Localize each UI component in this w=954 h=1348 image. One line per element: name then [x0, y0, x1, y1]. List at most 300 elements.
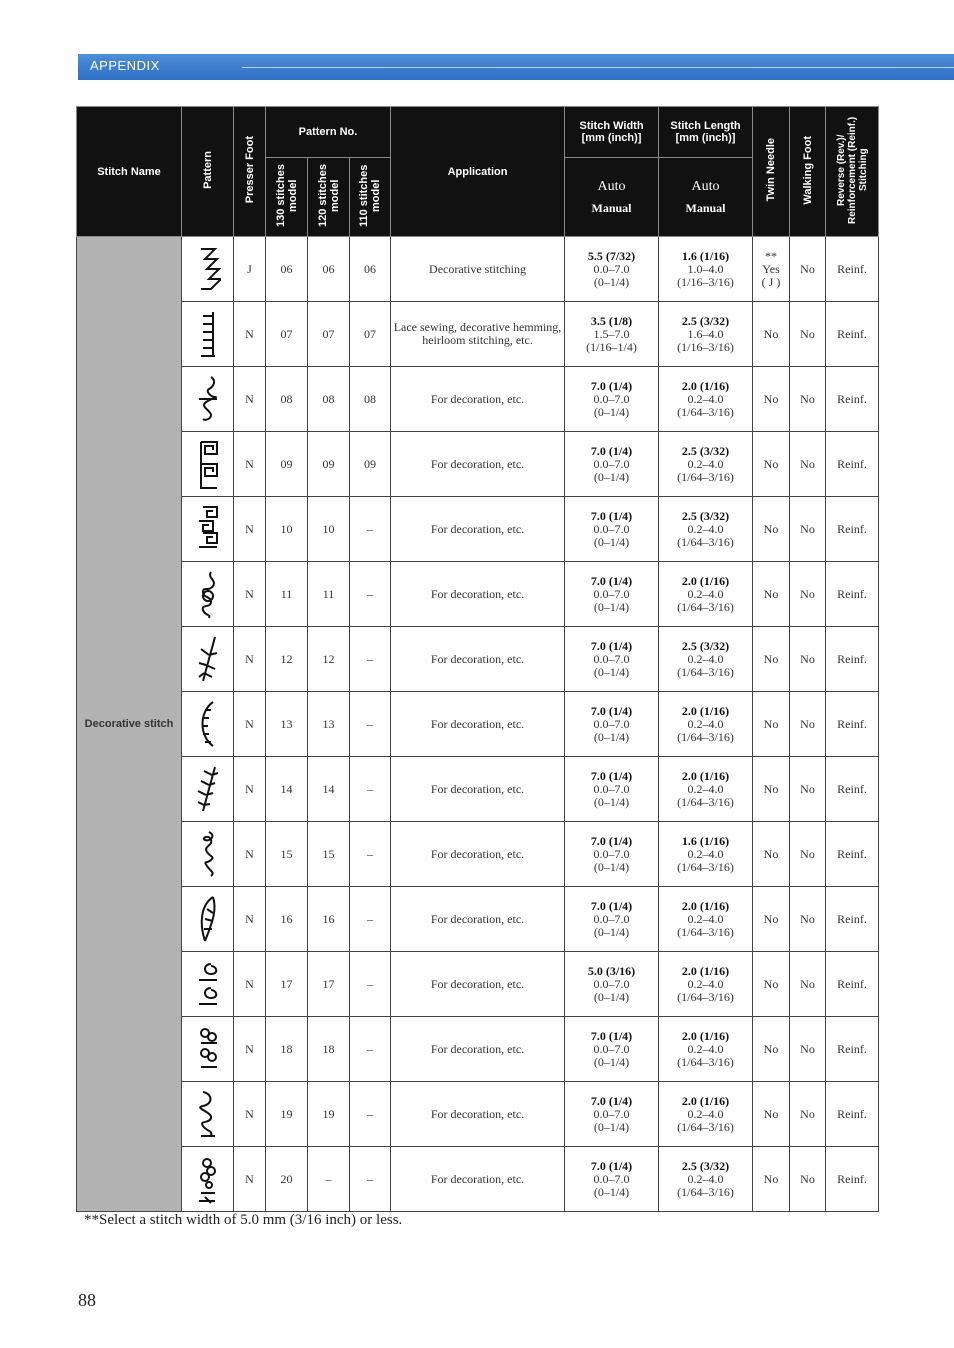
pattern-no-110: – — [350, 1082, 391, 1147]
length-manual-label: Manual — [685, 200, 726, 215]
pattern-no-120: – — [308, 1147, 350, 1212]
stitch-width-cell — [565, 757, 659, 822]
pattern-no-130: 06 — [266, 237, 308, 302]
pattern-no-120: 18 — [308, 1017, 350, 1082]
section-label: APPENDIX — [90, 58, 160, 73]
pattern-no-130: 17 — [266, 952, 308, 1017]
length-range-inch: (1/16–3/16) — [677, 274, 734, 289]
pattern-cell — [182, 302, 234, 367]
length-auto-value: 2.5 (3/32) — [681, 443, 730, 458]
length-range-inch: (1/64–3/16) — [677, 664, 734, 679]
width-range: 0.0–7.0 — [593, 391, 630, 406]
pattern-cell — [182, 887, 234, 952]
pattern-no-120: 13 — [308, 692, 350, 757]
width-range: 1.5–7.0 — [593, 326, 630, 341]
stitch-width-cell — [565, 497, 659, 562]
application-cell: For decoration, etc. — [391, 1082, 565, 1147]
length-auto-value: 2.0 (1/16) — [681, 768, 730, 783]
reverse-cell: Reinf. — [826, 302, 879, 367]
stitch-length-cell — [659, 887, 753, 952]
presser-foot-cell: N — [234, 432, 266, 497]
length-auto-value: 2.5 (3/32) — [681, 1158, 730, 1173]
twin-needle-value: No — [763, 391, 779, 406]
width-range: 0.0–7.0 — [593, 586, 630, 601]
width-range: 0.0–7.0 — [593, 521, 630, 536]
pattern-no-130: 09 — [266, 432, 308, 497]
width-auto-label: Auto — [597, 178, 626, 194]
walking-foot-cell: No — [790, 1082, 826, 1147]
length-range-inch: (1/64–3/16) — [677, 859, 734, 874]
twin-needle-value: No — [763, 846, 779, 861]
twin-needle-value: No — [763, 911, 779, 926]
twin-needle-cell — [753, 692, 790, 757]
reverse-cell: Reinf. — [826, 562, 879, 627]
reverse-cell: Reinf. — [826, 367, 879, 432]
twin-needle-value: Yes — [762, 261, 780, 276]
stitch-width-cell — [565, 692, 659, 757]
length-range-inch: (1/64–3/16) — [677, 1184, 734, 1199]
width-range: 0.0–7.0 — [593, 261, 630, 276]
col-header-stitch-width: Stitch Width [mm (inch)] — [565, 107, 659, 158]
reverse-cell: Reinf. — [826, 237, 879, 302]
pattern-cell — [182, 822, 234, 887]
pattern-cell — [182, 952, 234, 1017]
col-header-twin-needle: Twin Needle — [753, 107, 790, 237]
width-auto-value: 7.0 (1/4) — [590, 898, 633, 913]
table-row — [77, 1082, 879, 1147]
width-range: 0.0–7.0 — [593, 1041, 630, 1056]
twin-needle-cell — [753, 1082, 790, 1147]
pattern-cell — [182, 1017, 234, 1082]
width-auto-value: 7.0 (1/4) — [590, 443, 633, 458]
reverse-cell: Reinf. — [826, 757, 879, 822]
presser-foot-cell: J — [234, 237, 266, 302]
pattern-no-110: – — [350, 627, 391, 692]
width-range-inch: (0–1/4) — [593, 1054, 630, 1069]
length-range: 0.2–4.0 — [687, 521, 724, 536]
width-auto-value: 7.0 (1/4) — [590, 1158, 633, 1173]
application-cell: Decorative stitching — [391, 237, 565, 302]
width-auto-value: 7.0 (1/4) — [590, 768, 633, 783]
width-range-inch: (0–1/4) — [593, 924, 630, 939]
stitch-width-cell — [565, 432, 659, 497]
twin-needle-value: No — [763, 1106, 779, 1121]
presser-foot-cell: N — [234, 367, 266, 432]
presser-foot-cell: N — [234, 302, 266, 367]
width-range-inch: (0–1/4) — [593, 1184, 630, 1199]
width-range-inch: (0–1/4) — [593, 274, 630, 289]
length-range: 0.2–4.0 — [687, 1106, 724, 1121]
twin-needle-value: No — [763, 781, 779, 796]
stitch-length-cell — [659, 1017, 753, 1082]
walking-foot-cell: No — [790, 822, 826, 887]
pattern-no-120: 11 — [308, 562, 350, 627]
double-key-pattern-icon — [195, 503, 221, 555]
pattern-no-130: 10 — [266, 497, 308, 562]
length-range: 1.6–4.0 — [687, 326, 724, 341]
table-row — [77, 887, 879, 952]
table-row — [77, 822, 879, 887]
walking-foot-cell: No — [790, 497, 826, 562]
pattern-no-130: 19 — [266, 1082, 308, 1147]
stitch-width-cell — [565, 302, 659, 367]
table-row — [77, 497, 879, 562]
pattern-no-120: 19 — [308, 1082, 350, 1147]
twin-needle-cell — [753, 432, 790, 497]
application-cell: Lace sewing, decorative hemming, heirloom stitching, etc. — [391, 302, 565, 367]
walking-foot-cell: No — [790, 692, 826, 757]
width-range-inch: (0–1/4) — [593, 534, 630, 549]
length-range: 0.2–4.0 — [687, 586, 724, 601]
stitch-group-name: Decorative stitch — [77, 237, 182, 1212]
pattern-no-130: 13 — [266, 692, 308, 757]
application-cell: For decoration, etc. — [391, 562, 565, 627]
length-range-inch: (1/64–3/16) — [677, 1054, 734, 1069]
length-auto-value: 2.0 (1/16) — [681, 378, 730, 393]
table-row — [77, 562, 879, 627]
table-row — [77, 627, 879, 692]
length-auto-label: Auto — [691, 178, 720, 194]
presser-foot-cell: N — [234, 692, 266, 757]
presser-foot-cell: N — [234, 497, 266, 562]
presser-foot-cell: N — [234, 1082, 266, 1147]
pattern-cell — [182, 562, 234, 627]
bow-pattern-icon — [195, 1088, 221, 1140]
col-header-stitch-length: Stitch Length [mm (inch)] — [659, 107, 753, 158]
col-header-120-model: 120 stitches model — [308, 158, 350, 237]
twin-needle-value: No — [763, 976, 779, 991]
reverse-cell: Reinf. — [826, 627, 879, 692]
length-auto-value: 2.0 (1/16) — [681, 963, 730, 978]
length-auto-value: 2.0 (1/16) — [681, 898, 730, 913]
width-manual-label: Manual — [591, 200, 632, 215]
length-range: 1.0–4.0 — [687, 261, 724, 276]
reverse-cell: Reinf. — [826, 952, 879, 1017]
length-range-inch: (1/64–3/16) — [677, 794, 734, 809]
heart-loop-pattern-icon — [195, 958, 221, 1010]
col-header-reverse: Reverse (Rev.)/ Reinforcement (Reinf.) Stitching — [826, 107, 879, 237]
twin-needle-value: No — [763, 651, 779, 666]
application-cell: For decoration, etc. — [391, 1147, 565, 1212]
width-range: 0.0–7.0 — [593, 716, 630, 731]
application-cell: For decoration, etc. — [391, 887, 565, 952]
length-range-inch: (1/64–3/16) — [677, 989, 734, 1004]
twin-needle-cell — [753, 497, 790, 562]
pattern-no-110: 08 — [350, 367, 391, 432]
reverse-cell: Reinf. — [826, 822, 879, 887]
pattern-no-120: 14 — [308, 757, 350, 822]
twin-needle-cell — [753, 367, 790, 432]
table-row — [77, 432, 879, 497]
stitch-width-cell — [565, 1082, 659, 1147]
width-auto-value: 7.0 (1/4) — [590, 508, 633, 523]
greek-key-pattern-icon — [195, 438, 221, 490]
stitch-width-cell — [565, 367, 659, 432]
twin-needle-cell — [753, 237, 790, 302]
table-row — [77, 692, 879, 757]
reverse-cell: Reinf. — [826, 432, 879, 497]
stitch-length-cell — [659, 237, 753, 302]
walking-foot-cell: No — [790, 432, 826, 497]
length-auto-value: 2.0 (1/16) — [681, 1093, 730, 1108]
length-range: 0.2–4.0 — [687, 1171, 724, 1186]
col-header-pattern-no: Pattern No. — [266, 107, 391, 158]
walking-foot-cell: No — [790, 887, 826, 952]
length-auto-value: 2.0 (1/16) — [681, 1028, 730, 1043]
twin-needle-value: No — [763, 716, 779, 731]
application-cell: For decoration, etc. — [391, 692, 565, 757]
section-header — [78, 54, 954, 80]
reverse-cell: Reinf. — [826, 1082, 879, 1147]
pattern-no-130: 07 — [266, 302, 308, 367]
stitch-length-cell — [659, 367, 753, 432]
stitch-width-cell — [565, 887, 659, 952]
pattern-no-120: 15 — [308, 822, 350, 887]
width-range: 0.0–7.0 — [593, 781, 630, 796]
twin-needle-cell — [753, 1147, 790, 1212]
presser-foot-cell: N — [234, 757, 266, 822]
grape-pattern-icon — [195, 1153, 221, 1205]
pattern-cell — [182, 627, 234, 692]
width-range: 0.0–7.0 — [593, 976, 630, 991]
twin-needle-value: No — [763, 1171, 779, 1186]
width-range: 0.0–7.0 — [593, 1106, 630, 1121]
length-range: 0.2–4.0 — [687, 456, 724, 471]
stitch-length-cell — [659, 822, 753, 887]
pattern-cell — [182, 1082, 234, 1147]
width-range-inch: (1/16–1/4) — [586, 339, 637, 354]
stitch-width-cell — [565, 1017, 659, 1082]
pattern-no-130: 14 — [266, 757, 308, 822]
walking-foot-cell: No — [790, 562, 826, 627]
pattern-no-110: – — [350, 562, 391, 627]
presser-foot-cell: N — [234, 952, 266, 1017]
width-auto-value: 7.0 (1/4) — [590, 1028, 633, 1043]
twin-needle-cell — [753, 1017, 790, 1082]
branch-pattern-icon — [195, 633, 221, 685]
loop-chain-pattern-icon — [195, 828, 221, 880]
table-row — [77, 302, 879, 367]
stitch-length-cell — [659, 562, 753, 627]
table-row — [77, 757, 879, 822]
page-number: 88 — [78, 1290, 96, 1310]
walking-foot-cell: No — [790, 757, 826, 822]
width-auto-value: 5.0 (3/16) — [587, 963, 636, 978]
pattern-no-110: – — [350, 692, 391, 757]
pattern-no-110: – — [350, 1017, 391, 1082]
table-row — [77, 1147, 879, 1212]
length-range-inch: (1/64–3/16) — [677, 729, 734, 744]
length-auto-value: 1.6 (1/16) — [681, 833, 730, 848]
length-range-inch: (1/64–3/16) — [677, 469, 734, 484]
presser-foot-cell: N — [234, 822, 266, 887]
stitch-width-cell — [565, 822, 659, 887]
pattern-no-130: 12 — [266, 627, 308, 692]
stitch-length-cell — [659, 302, 753, 367]
twin-needle-cell — [753, 822, 790, 887]
stitch-length-cell — [659, 692, 753, 757]
application-cell: For decoration, etc. — [391, 757, 565, 822]
stitch-length-cell — [659, 757, 753, 822]
width-range-inch: (0–1/4) — [593, 469, 630, 484]
flower-pattern-icon — [195, 568, 221, 620]
table-row — [77, 237, 879, 302]
width-range-inch: (0–1/4) — [593, 599, 630, 614]
pattern-cell — [182, 1147, 234, 1212]
application-cell: For decoration, etc. — [391, 367, 565, 432]
walking-foot-cell: No — [790, 952, 826, 1017]
length-auto-value: 2.5 (3/32) — [681, 313, 730, 328]
pattern-no-110: 07 — [350, 302, 391, 367]
length-range: 0.2–4.0 — [687, 976, 724, 991]
reverse-cell: Reinf. — [826, 1147, 879, 1212]
stitch-length-cell — [659, 627, 753, 692]
length-auto-value: 2.0 (1/16) — [681, 703, 730, 718]
width-auto-value: 7.0 (1/4) — [590, 638, 633, 653]
pattern-no-110: – — [350, 952, 391, 1017]
width-auto-value: 7.0 (1/4) — [590, 378, 633, 393]
twin-needle-value: No — [763, 521, 779, 536]
reverse-cell: Reinf. — [826, 497, 879, 562]
twin-needle-value: No — [763, 586, 779, 601]
width-range: 0.0–7.0 — [593, 651, 630, 666]
twin-needle-cell — [753, 952, 790, 1017]
pattern-no-130: 15 — [266, 822, 308, 887]
twin-needle-cell — [753, 302, 790, 367]
width-auto-value: 7.0 (1/4) — [590, 833, 633, 848]
length-auto-value: 1.6 (1/16) — [681, 248, 730, 263]
col-header-application: Application — [391, 107, 565, 237]
pattern-no-120: 08 — [308, 367, 350, 432]
presser-foot-cell: N — [234, 1147, 266, 1212]
application-cell: For decoration, etc. — [391, 822, 565, 887]
width-auto-value: 5.5 (7/32) — [587, 248, 636, 263]
pattern-no-110: 09 — [350, 432, 391, 497]
width-auto-value: 7.0 (1/4) — [590, 1093, 633, 1108]
clover-pattern-icon — [195, 1023, 221, 1075]
width-range-inch: (0–1/4) — [593, 404, 630, 419]
pattern-no-110: – — [350, 1147, 391, 1212]
stitch-table — [76, 106, 879, 1212]
length-range-inch: (1/64–3/16) — [677, 924, 734, 939]
length-range: 0.2–4.0 — [687, 716, 724, 731]
stitch-length-cell — [659, 1082, 753, 1147]
pattern-no-110: – — [350, 757, 391, 822]
application-cell: For decoration, etc. — [391, 1017, 565, 1082]
pattern-cell — [182, 367, 234, 432]
pattern-no-130: 20 — [266, 1147, 308, 1212]
presser-foot-cell: N — [234, 627, 266, 692]
width-auto-value: 7.0 (1/4) — [590, 703, 633, 718]
width-auto-value: 3.5 (1/8) — [590, 313, 633, 328]
twin-needle-value: No — [763, 326, 779, 341]
pattern-no-110: – — [350, 822, 391, 887]
twin-needle-value: No — [763, 1041, 779, 1056]
stitch-width-cell — [565, 237, 659, 302]
col-header-110-model: 110 stitches model — [350, 158, 391, 237]
width-range: 0.0–7.0 — [593, 846, 630, 861]
twin-needle-footnote-mark: ** — [765, 248, 778, 263]
stitch-width-cell — [565, 1147, 659, 1212]
stitch-length-cell — [659, 432, 753, 497]
reverse-cell: Reinf. — [826, 1017, 879, 1082]
table-row — [77, 1017, 879, 1082]
length-range-inch: (1/16–3/16) — [677, 339, 734, 354]
length-auto-value: 2.0 (1/16) — [681, 573, 730, 588]
stitch-length-cell — [659, 952, 753, 1017]
application-cell: For decoration, etc. — [391, 432, 565, 497]
length-range: 0.2–4.0 — [687, 1041, 724, 1056]
walking-foot-cell: No — [790, 1147, 826, 1212]
stitch-width-cell — [565, 562, 659, 627]
length-range: 0.2–4.0 — [687, 781, 724, 796]
pattern-no-110: 06 — [350, 237, 391, 302]
application-cell: For decoration, etc. — [391, 952, 565, 1017]
length-auto-value: 2.5 (3/32) — [681, 638, 730, 653]
twin-needle-cell — [753, 627, 790, 692]
width-range-inch: (0–1/4) — [593, 1119, 630, 1134]
pattern-cell — [182, 692, 234, 757]
twin-needle-foot: ( J ) — [761, 274, 781, 289]
pattern-no-130: 11 — [266, 562, 308, 627]
walking-foot-cell: No — [790, 302, 826, 367]
presser-foot-cell: N — [234, 887, 266, 952]
table-row — [77, 367, 879, 432]
length-range: 0.2–4.0 — [687, 846, 724, 861]
pattern-cell — [182, 757, 234, 822]
col-header-length-auto-manual — [659, 158, 753, 237]
comb-pattern-icon — [195, 308, 221, 360]
col-header-130-model: 130 stitches model — [266, 158, 308, 237]
reverse-cell: Reinf. — [826, 692, 879, 757]
width-range: 0.0–7.0 — [593, 1171, 630, 1186]
walking-foot-cell: No — [790, 1017, 826, 1082]
pattern-no-120: 10 — [308, 497, 350, 562]
pattern-cell — [182, 432, 234, 497]
col-header-width-auto-manual — [565, 158, 659, 237]
pattern-no-120: 17 — [308, 952, 350, 1017]
pattern-no-130: 16 — [266, 887, 308, 952]
length-auto-value: 2.5 (3/32) — [681, 508, 730, 523]
pattern-no-120: 09 — [308, 432, 350, 497]
application-cell: For decoration, etc. — [391, 627, 565, 692]
col-header-walking-foot: Walking Foot — [790, 107, 826, 237]
leaf-pattern-icon — [195, 893, 221, 945]
feather-pattern-icon — [195, 763, 221, 815]
presser-foot-cell: N — [234, 562, 266, 627]
col-header-presser-foot: Presser Foot — [234, 107, 266, 237]
pattern-cell — [182, 237, 234, 302]
pattern-no-110: – — [350, 887, 391, 952]
width-range-inch: (0–1/4) — [593, 729, 630, 744]
reverse-cell: Reinf. — [826, 887, 879, 952]
twin-needle-cell — [753, 562, 790, 627]
width-range: 0.0–7.0 — [593, 911, 630, 926]
pattern-no-120: 07 — [308, 302, 350, 367]
table-row — [77, 952, 879, 1017]
scroll-pattern-icon — [195, 373, 221, 425]
walking-foot-cell: No — [790, 367, 826, 432]
col-header-stitch-name: Stitch Name — [77, 107, 182, 237]
width-range-inch: (0–1/4) — [593, 859, 630, 874]
arc-comb-pattern-icon — [195, 698, 221, 750]
zigzag-block-pattern-icon — [195, 243, 221, 295]
width-range-inch: (0–1/4) — [593, 794, 630, 809]
pattern-no-120: 06 — [308, 237, 350, 302]
width-range-inch: (0–1/4) — [593, 664, 630, 679]
twin-needle-cell — [753, 887, 790, 952]
stitch-length-cell — [659, 497, 753, 562]
